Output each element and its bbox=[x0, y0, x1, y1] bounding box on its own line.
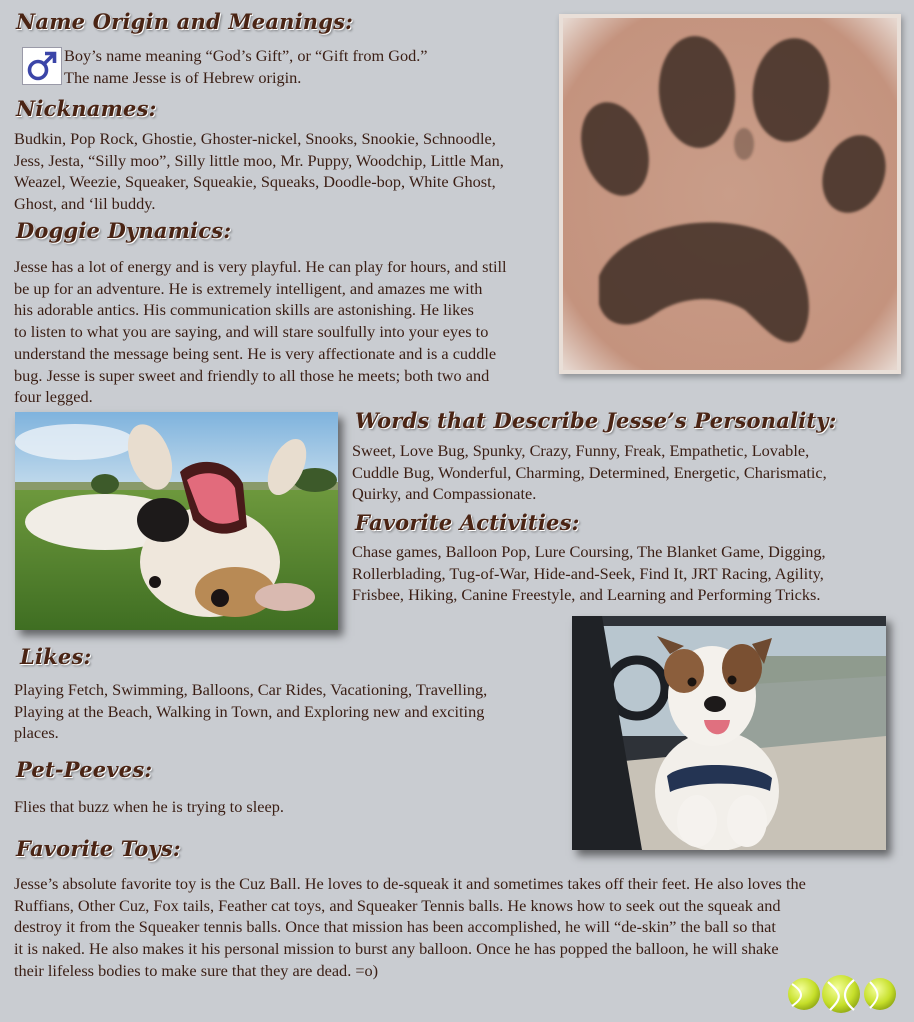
likes-text bbox=[14, 679, 487, 744]
text-line: Ruffians, Other Cuz, Fox tails, Feather cat toys, and Squeaker Tennis balls. He knows how to seek out the squeak and bbox=[14, 895, 781, 915]
text-line: Weazel, Weezie, Squeaker, Squeakie, Squeaks, Doodle-bop, White Ghost, bbox=[14, 172, 496, 192]
toys-text bbox=[14, 873, 806, 982]
text-line: bug. Jesse is super sweet and friendly to all those he meets; both two and bbox=[14, 365, 490, 385]
activities-heading: Favorite Activities: bbox=[355, 510, 580, 535]
text-line: Ghost, and ‘lil buddy. bbox=[14, 194, 156, 214]
text-line: Jesse has a lot of energy and is very playful. He can play for hours, and still bbox=[14, 257, 507, 276]
tennis-balls-icon bbox=[784, 972, 900, 1016]
text-line: to listen to what you are saying, and will stare soulfully into your eyes to bbox=[14, 322, 489, 342]
paw-print-image bbox=[559, 14, 901, 374]
text-line: Rollerblading, Tug-of-War, Hide-and-Seek, Find It, JRT Racing, Agility, bbox=[352, 563, 824, 583]
origin-heading: Name Origin and Meanings: bbox=[16, 9, 354, 34]
text-line: his adorable antics. His communication skills are astonishing. He likes bbox=[14, 300, 474, 320]
text-line: Chase games, Balloon Pop, Lure Coursing, The Blanket Game, Digging, bbox=[352, 542, 826, 561]
text-line: their lifeless bodies to make sure that they are dead. =o) bbox=[14, 960, 379, 980]
text-line: Playing Fetch, Swimming, Balloons, Car Rides, Vacationing, Travelling, bbox=[14, 680, 488, 699]
origin-hebrew: The name Jesse is of Hebrew origin. bbox=[64, 67, 302, 87]
text-line: Sweet, Love Bug, Spunky, Crazy, Funny, Freak, Empathetic, Lovable, bbox=[352, 441, 810, 460]
toys-heading: Favorite Toys: bbox=[16, 836, 181, 861]
personality-heading: Words that Describe Jesse’s Personality: bbox=[355, 408, 837, 433]
peeves-text bbox=[14, 796, 284, 818]
text-line: Frisbee, Hiking, Canine Freestyle, and Learning and Performing Tricks. bbox=[352, 585, 821, 605]
text-line: Cuddle Bug, Wonderful, Charming, Determined, Energetic, Charismatic, bbox=[352, 462, 827, 482]
text-line: Jess, Jesta, “Silly moo”, Silly little moo, Mr. Puppy, Woodchip, Little Man, bbox=[14, 150, 504, 170]
origin-meaning: Boy’s name meaning “God’s Gift”, or “Gift from God.” bbox=[64, 46, 428, 65]
text-line: destroy it from the Squeaker tennis balls. Once that mission has been accomplished, he will “de-skin” the ball so that bbox=[14, 917, 776, 937]
text-line: four legged. bbox=[14, 387, 93, 407]
peeves-heading: Pet-Peeves: bbox=[16, 757, 153, 782]
text-line: understand the message being sent. He is very affectionate and is a cuddle bbox=[14, 343, 497, 363]
dog-in-car-window-photo bbox=[572, 616, 886, 850]
text-line: Playing at the Beach, Walking in Town, and Exploring new and exciting bbox=[14, 701, 485, 721]
text-line: it is naked. He also makes it his personal mission to burst any balloon. Once he has popped the balloon, he will shake bbox=[14, 939, 779, 959]
personality-text bbox=[352, 440, 827, 505]
origin-text bbox=[64, 45, 428, 88]
text-line: Budkin, Pop Rock, Ghostie, Ghoster-nickel, Snooks, Snookie, Schnoodle, bbox=[14, 129, 496, 148]
male-symbol-icon bbox=[22, 47, 62, 85]
likes-heading: Likes: bbox=[20, 644, 92, 669]
text-line: Jesse’s absolute favorite toy is the Cuz Ball. He loves to de-squeak it and sometimes takes off their feet. He also loves the bbox=[14, 874, 806, 893]
text-line: Quirky, and Compassionate. bbox=[352, 484, 537, 504]
dynamics-heading: Doggie Dynamics: bbox=[16, 218, 232, 243]
activities-text bbox=[352, 541, 826, 606]
text-line: Flies that buzz when he is trying to sleep. bbox=[14, 797, 284, 816]
dynamics-text bbox=[14, 256, 507, 408]
text-line: places. bbox=[14, 723, 59, 743]
text-line: be up for an adventure. He is extremely intelligent, and amazes me with bbox=[14, 278, 483, 298]
nicknames-heading: Nicknames: bbox=[16, 96, 157, 121]
dog-rolling-on-grass-photo bbox=[15, 412, 338, 630]
nicknames-text bbox=[14, 128, 504, 215]
